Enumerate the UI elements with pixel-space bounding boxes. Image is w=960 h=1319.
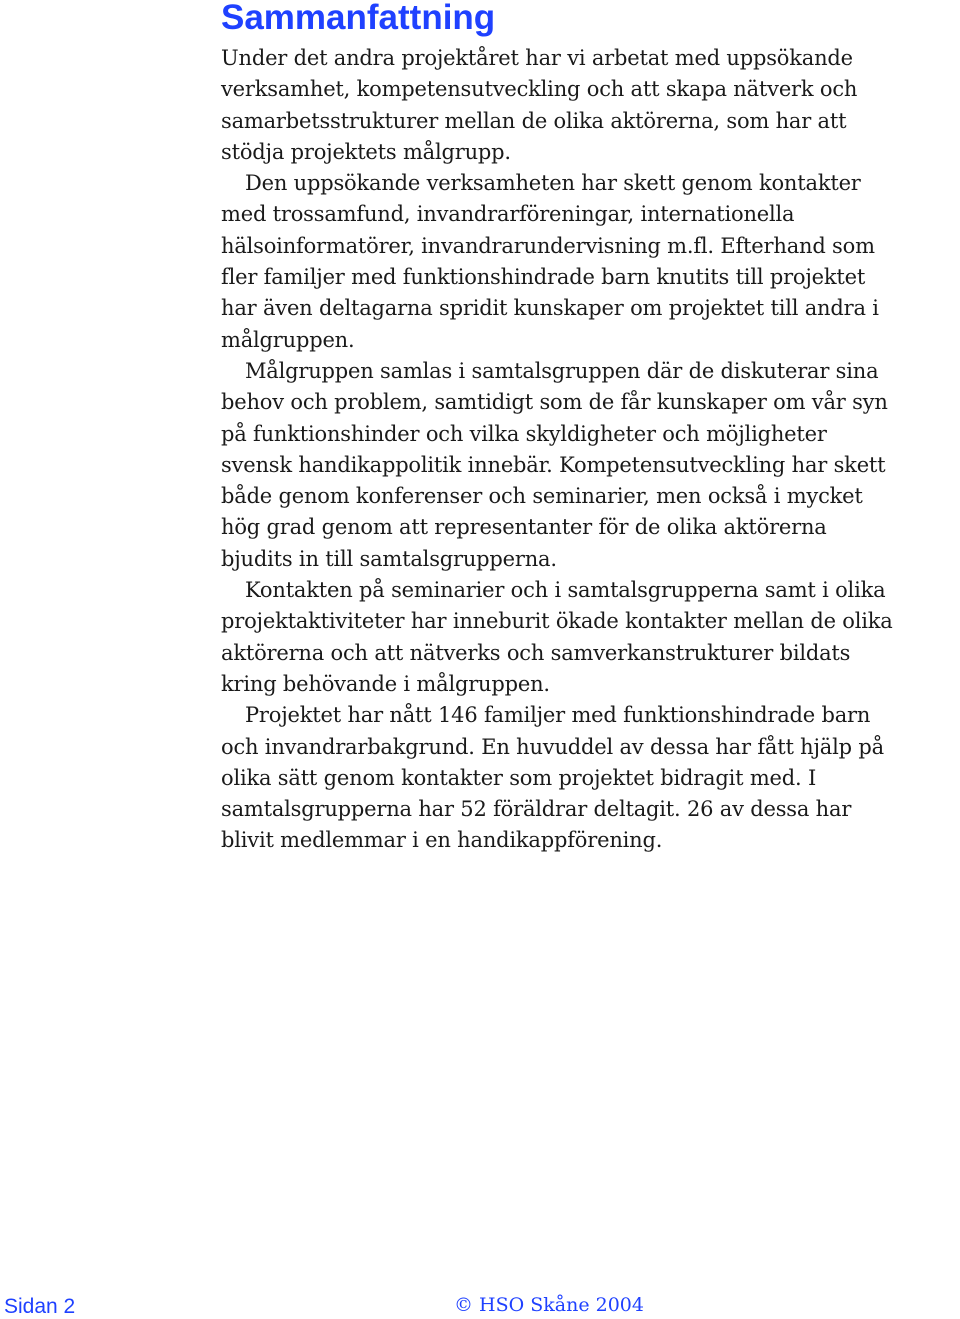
text-line: Den uppsökande verksamheten har skett genom kontakter (245, 171, 861, 196)
text-line: projektaktiviteter har inneburit ökade kontakter mellan de olika (221, 609, 893, 634)
text-line: samtalsgrupperna har 52 föräldrar deltagit. 26 av dessa har (221, 797, 852, 822)
text-line: bjudits in till samtalsgrupperna. (221, 546, 557, 571)
text-line: har även deltagarna spridit kunskaper om projektet till andra i (221, 296, 879, 321)
text-line: målgruppen. (221, 327, 355, 352)
text-line: blivit medlemmar i en handikappförening. (221, 828, 663, 853)
text-line: kring behövande i målgruppen. (221, 671, 550, 696)
page-title: Sammanfattning (221, 0, 496, 37)
text-line: aktörerna och att nätverks och samverkanstrukturer bildats (221, 640, 851, 665)
text-line: hälsoinformatörer, invandrarundervisning m.fl. Efterhand som (221, 233, 875, 258)
copyright-notice: © HSO Skåne 2004 (454, 1294, 644, 1316)
text-line: Kontakten på seminarier och i samtalsgrupperna samt i olika (245, 578, 886, 603)
text-line: både genom konferenser och seminarier, men också i mycket (221, 484, 863, 509)
text-line: Målgruppen samlas i samtalsgruppen där de diskuterar sina (245, 358, 879, 383)
text-line: samarbetsstrukturer mellan de olika aktörerna, som har att (221, 108, 847, 133)
text-line: Under det andra projektåret har vi arbetat med uppsökande (221, 46, 853, 70)
text-line: behov och problem, samtidigt som de får kunskaper om vår syn (221, 390, 888, 415)
body-text (221, 43, 956, 857)
text-line: med trossamfund, invandrarföreningar, internationella (221, 202, 795, 227)
text-line: och invandrarbakgrund. En huvuddel av dessa har fått hjälp på (221, 734, 884, 759)
text-line: svensk handikappolitik innebär. Kompetensutveckling har skett (221, 452, 886, 477)
text-line: olika sätt genom kontakter som projektet bidragit med. I (221, 765, 817, 790)
page-number: Sidan 2 (4, 1295, 76, 1318)
text-line: hög grad genom att representanter för de olika aktörerna (221, 515, 827, 540)
text-line: stödja projektets målgrupp. (221, 139, 511, 164)
text-line: verksamhet, kompetensutveckling och att skapa nätverk och (221, 77, 858, 102)
text-line: Projektet har nått 146 familjer med funktionshindrade barn (245, 703, 871, 728)
text-line: fler familjer med funktionshindrade barn knutits till projektet (221, 265, 866, 290)
text-line: på funktionshinder och vilka skyldigheter och möjligheter (221, 421, 827, 446)
